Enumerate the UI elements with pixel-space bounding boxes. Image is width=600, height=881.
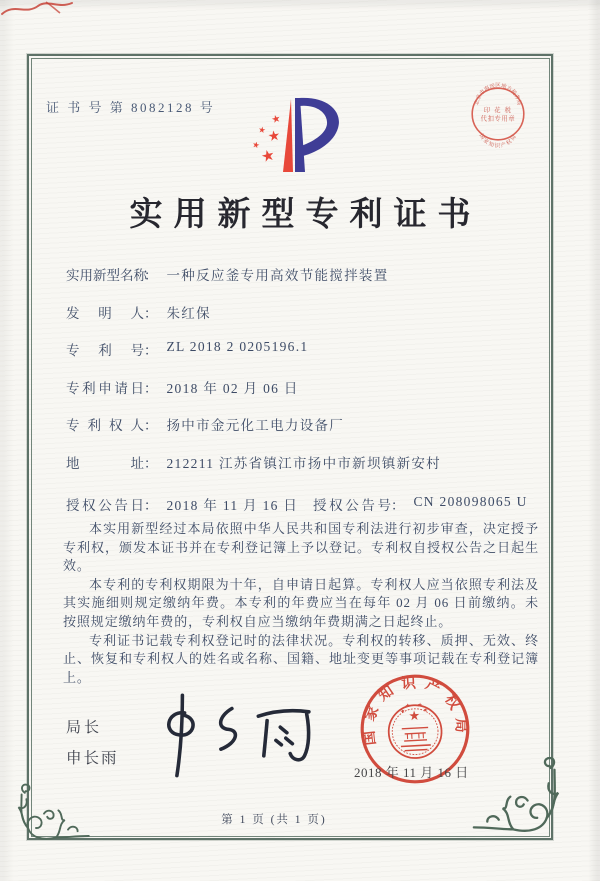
field-value: 朱红保 [166, 305, 211, 321]
page-number: 第 1 页 (共 1 页) [221, 814, 327, 826]
grant-row [66, 494, 553, 514]
field-label: 专利权人 [66, 418, 144, 434]
tax-stamp-center-line1: 印 花 税 [483, 107, 513, 115]
director-signature [148, 692, 318, 780]
field-value: 2018 年 02 月 06 日 [166, 380, 299, 396]
field-value: 212211 江苏省镇江市扬中市新坝镇新安村 [166, 455, 441, 471]
corner-flourish-left-icon [10, 764, 94, 844]
grant-number: 授权公告号： CN 208098065 U [313, 494, 528, 513]
seal-date: 2018 年 11 月 16 日 [354, 765, 469, 780]
field-row-patent-no: 专利号： ZL 2018 2 0205196.1 [66, 339, 309, 359]
field-label: 专利号 [66, 343, 144, 359]
stamp-tax-seal [455, 71, 541, 157]
field-value: 2018 年 11 月 16 日 [166, 498, 299, 513]
field-value: ZL 2018 2 0205196.1 [166, 339, 309, 355]
paragraph-register: 专利证书记载专利权登记时的法律状况。专利权的转移、质押、无效、终止、恢复和专利权人的姓名或名称、国籍、地址变更等事项记载在专利登记簿上。 [63, 632, 539, 685]
cnipa-logo-icon [243, 86, 358, 182]
field-row-inventor: 发明人： 朱红保 [66, 302, 546, 340]
director-name: 申长雨 [66, 750, 119, 767]
paragraph-term-fees: 本专利的专利权期限为十年，自申请日起算。专利权人应当依照专利法及其实施细则规定缴纳年费。本专利的年费应当在每年 02 月 06 日前缴纳。未按照规定缴纳年费的，专利权自应当缴纳年费期满之日起终止。 [63, 576, 539, 629]
field-value: 一种反应釜专用高效节能搅拌装置 [166, 268, 389, 283]
red-pen-mark-icon [0, 0, 80, 20]
field-row-patentee: 专利权人： 扬中市金元化工电力设备厂 [66, 414, 546, 452]
field-value: 扬中市金元化工电力设备厂 [166, 418, 345, 434]
tax-stamp-center-line2: 代扣专用章 [480, 115, 516, 123]
field-label: 授权公告日 [66, 498, 144, 513]
national-emblem-icon [387, 701, 443, 759]
grant-date: 授权公告日： 2018 年 11 月 16 日 [66, 494, 298, 509]
field-row-name: 实用新型名称： 一种反应釜专用高效节能搅拌装置 [66, 264, 546, 302]
fields-block [66, 264, 546, 490]
field-label: 专利申请日 [66, 380, 144, 396]
field-row-filing-date: 专利申请日： 2018 年 02 月 06 日 [66, 377, 546, 415]
director-title: 局长 [66, 720, 103, 736]
certificate-title: 实用新型专利证书 [129, 197, 482, 233]
field-label: 授权公告号 [313, 498, 391, 513]
field-row-address: 地址： 212211 江苏省镇江市扬中市新坝镇新安村 [66, 452, 546, 490]
paragraph-grant: 本实用新型经过本局依照中华人民共和国专利法进行初步审查，决定授予专利权，颁发本证书并在专利登记簿上予以登记。专利权自授权公告之日起生效。 [63, 521, 539, 574]
tax-stamp-top-text: 北京市海淀区地方税务局 [474, 83, 522, 106]
field-label: 发明人 [66, 305, 144, 321]
field-label: 地址 [66, 455, 144, 471]
tax-stamp-bottom-text: 国家知识产权局 [477, 132, 519, 150]
seal-ring-text: 国家知识产权局 [360, 675, 469, 747]
field-value: CN 208098065 U [413, 494, 528, 509]
corner-flourish-right-icon [470, 736, 566, 842]
certificate-number: 证 书 号 第 8082128 号 [46, 100, 216, 115]
field-label: 实用新型名称 [66, 268, 147, 283]
